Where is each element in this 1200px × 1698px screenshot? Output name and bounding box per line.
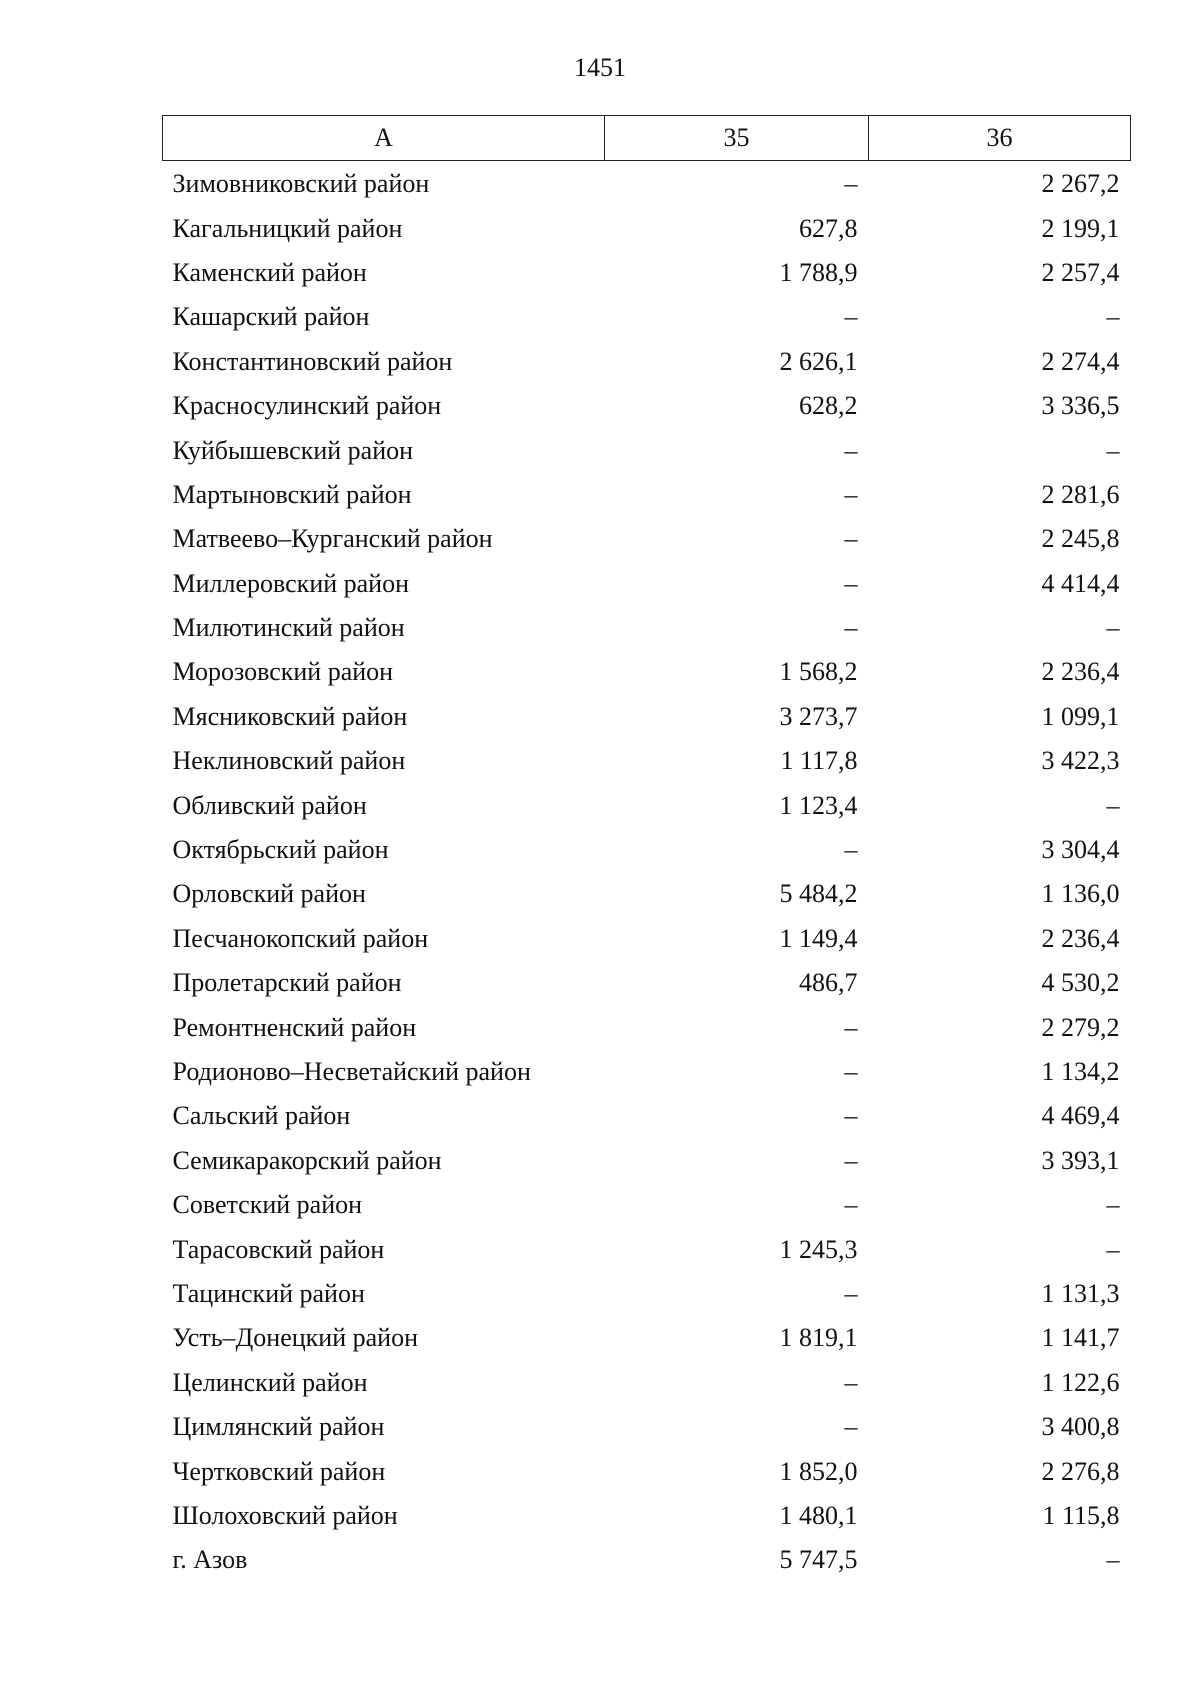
value-36: 1 131,3	[1041, 1278, 1120, 1308]
value-36: 2 276,8	[1041, 1456, 1120, 1486]
value-35: 1 245,3	[779, 1234, 858, 1264]
value-35: –	[844, 302, 858, 332]
value-35: 1 117,8	[780, 746, 858, 776]
table-row	[163, 1183, 1131, 1227]
table-row	[163, 917, 1131, 961]
value-35: –	[844, 1145, 858, 1175]
district-name: Красносулинский район	[172, 391, 442, 421]
table-row	[163, 562, 1131, 606]
district-name: Орловский район	[172, 879, 366, 909]
value-36: 3 400,8	[1041, 1412, 1120, 1442]
table-row	[163, 1005, 1131, 1049]
value-35: 1 149,4	[779, 923, 858, 953]
district-name: Усть–Донецкий район	[172, 1323, 418, 1353]
column-header-a: А	[163, 116, 605, 161]
value-36: 2 245,8	[1041, 524, 1120, 554]
value-35: 1 819,1	[779, 1323, 858, 1353]
value-36: 2 267,2	[1041, 169, 1120, 199]
table-row	[163, 1050, 1131, 1094]
table-row	[163, 1361, 1131, 1405]
district-name: Тацинский район	[172, 1278, 365, 1308]
district-name: Обливский район	[172, 790, 367, 820]
district-name: Чертковский район	[172, 1456, 386, 1486]
table-row	[163, 428, 1131, 472]
district-name: Мартыновский район	[172, 479, 412, 509]
value-36: 1 122,6	[1041, 1367, 1120, 1397]
value-35: 5 747,5	[779, 1545, 858, 1575]
table-row	[163, 783, 1131, 827]
district-name: Тарасовский район	[172, 1234, 385, 1264]
district-name: Ремонтненский район	[172, 1012, 417, 1042]
data-table	[162, 115, 1131, 1583]
table-row	[163, 206, 1131, 250]
page-number: 1451	[574, 53, 626, 82]
district-name: Милютинский район	[172, 613, 405, 643]
value-35: –	[844, 1278, 858, 1308]
value-35: –	[844, 1012, 858, 1042]
table-row	[163, 473, 1131, 517]
district-name: Морозовский район	[172, 657, 394, 687]
table-row	[163, 517, 1131, 561]
value-35: –	[844, 1412, 858, 1442]
district-name: Песчанокопский район	[172, 923, 429, 953]
value-35: 1 852,0	[779, 1456, 858, 1486]
district-name: Зимовниковский район	[172, 169, 430, 199]
value-35: 1 568,2	[779, 657, 858, 687]
value-35: –	[844, 169, 858, 199]
district-name: Целинский район	[172, 1367, 368, 1397]
district-name: Неклиновский район	[172, 746, 406, 776]
table-row	[163, 1227, 1131, 1271]
table-body	[163, 161, 1131, 1583]
value-36: –	[1106, 613, 1120, 643]
column-header-36: 36	[869, 116, 1131, 161]
table-row	[163, 1494, 1131, 1538]
value-36: 4 530,2	[1041, 968, 1120, 998]
table-row	[163, 828, 1131, 872]
value-36: 2 279,2	[1041, 1012, 1120, 1042]
value-35: 5 484,2	[779, 879, 858, 909]
value-35: 1 123,4	[779, 790, 858, 820]
table-row	[163, 606, 1131, 650]
district-name: Родионово–Несветайский район	[172, 1057, 531, 1086]
value-35: 486,7	[799, 968, 858, 998]
value-36: –	[1106, 302, 1120, 332]
table-row	[163, 384, 1131, 428]
district-name: Пролетарский район	[172, 968, 402, 998]
value-35: 2 626,1	[779, 346, 858, 376]
value-36: 3 393,1	[1041, 1145, 1120, 1175]
district-name: Кашарский район	[172, 302, 370, 332]
district-name: Цимлянский район	[172, 1412, 385, 1442]
table-row	[163, 1405, 1131, 1449]
value-35: 3 273,7	[779, 701, 858, 731]
table-row	[163, 872, 1131, 916]
table-row	[163, 295, 1131, 339]
table-row	[163, 161, 1131, 207]
district-name: Советский район	[172, 1190, 363, 1220]
table-row	[163, 1139, 1131, 1183]
table-header-row	[163, 116, 1131, 161]
value-36: 3 422,3	[1041, 746, 1120, 776]
district-name: Семикаракорский район	[172, 1145, 442, 1175]
value-36: 1 136,0	[1041, 879, 1120, 909]
value-36: 1 134,2	[1041, 1057, 1120, 1086]
value-35: –	[844, 1190, 858, 1220]
value-36: 2 281,6	[1041, 479, 1120, 509]
value-36: 2 236,4	[1041, 657, 1120, 687]
value-36: 2 236,4	[1041, 923, 1120, 953]
table-row	[163, 650, 1131, 694]
value-36: –	[1106, 1190, 1120, 1220]
value-36: 3 336,5	[1041, 391, 1120, 421]
value-35: –	[844, 524, 858, 554]
value-35: –	[844, 568, 858, 598]
value-36: –	[1106, 435, 1120, 465]
value-35: 1 480,1	[779, 1500, 858, 1530]
district-name: Константиновский район	[172, 346, 453, 376]
value-35: –	[844, 1057, 858, 1086]
district-name: Куйбышевский район	[172, 435, 414, 465]
table-row	[163, 1449, 1131, 1493]
district-name: Шолоховский район	[172, 1500, 398, 1530]
value-35: –	[844, 1101, 858, 1131]
value-36: 2 274,4	[1041, 346, 1120, 376]
district-name: Каменский район	[172, 257, 367, 287]
table-row	[163, 1272, 1131, 1316]
value-36: 4 414,4	[1041, 568, 1120, 598]
value-35: –	[844, 1367, 858, 1397]
table-row	[163, 1316, 1131, 1360]
table-row	[163, 1094, 1131, 1138]
table-row	[163, 1538, 1131, 1582]
column-header-35: 35	[605, 116, 869, 161]
district-name: Миллеровский район	[172, 568, 410, 598]
value-36: –	[1106, 1545, 1120, 1575]
table-row	[163, 961, 1131, 1005]
value-36: –	[1106, 790, 1120, 820]
value-36: 4 469,4	[1041, 1101, 1120, 1131]
table-row	[163, 695, 1131, 739]
value-35: –	[844, 435, 858, 465]
district-name: Сальский район	[172, 1101, 351, 1131]
district-name: г. Азов	[172, 1545, 248, 1575]
value-36: 2 257,4	[1041, 257, 1120, 287]
value-36: –	[1106, 1234, 1120, 1264]
value-35: 627,8	[799, 213, 858, 243]
value-35: 1 788,9	[779, 257, 858, 287]
district-name: Матвеево–Курганский район	[172, 524, 493, 554]
table-row	[163, 340, 1131, 384]
value-36: 3 304,4	[1041, 835, 1120, 865]
value-35: –	[844, 835, 858, 865]
value-35: –	[844, 613, 858, 643]
value-36: 1 141,7	[1041, 1323, 1120, 1353]
value-35: 628,2	[799, 391, 858, 421]
district-name: Кагальницкий район	[172, 213, 403, 243]
table-row	[163, 739, 1131, 783]
value-36: 2 199,1	[1041, 213, 1120, 243]
value-36: 1 115,8	[1042, 1500, 1120, 1530]
value-36: 1 099,1	[1041, 701, 1120, 731]
district-name: Мясниковский район	[172, 701, 408, 731]
district-name: Октябрьский район	[172, 835, 389, 865]
table-row	[163, 251, 1131, 295]
value-35: –	[844, 479, 858, 509]
